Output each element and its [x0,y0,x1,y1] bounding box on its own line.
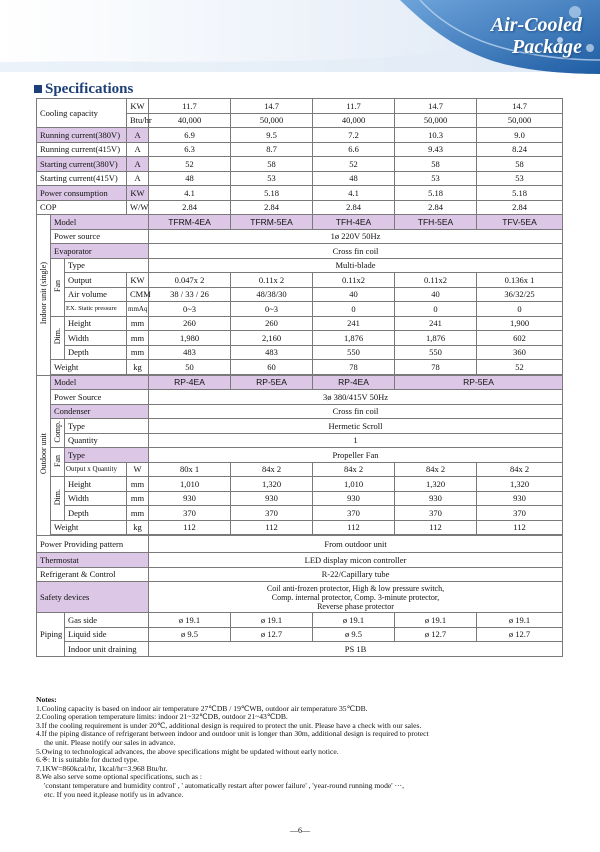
value-cell: 40,000 [313,113,395,128]
value-cell: 14.7 [231,99,313,114]
outdoor-unit-group-text: Outdoor unit [38,433,48,475]
value-cell: 1,010 [313,477,395,492]
value-cell: 52 [149,157,231,172]
value-cell: 4.1 [313,186,395,201]
unit-cell: A [127,142,149,157]
value-cell: 483 [149,345,231,360]
row-label: Height [65,316,127,331]
value-cell: 1,320 [231,477,313,492]
table-row [37,142,563,157]
banner-line1: Air-Cooled [490,14,582,36]
table-row [37,331,563,346]
table-row [37,215,563,230]
row-label: Indoor unit draining [65,642,149,657]
row-label: Power source [51,229,149,244]
value-cell: 50,000 [231,113,313,128]
fan-group-text: Fan [52,279,62,292]
value-cell: 112 [477,520,563,535]
value-cell: 241 [395,316,477,331]
value-cell: 0.11x 2 [231,273,313,288]
table-row [37,316,563,331]
value-cell: 48 [149,171,231,186]
row-label: Model [51,375,149,390]
unit-cell: KW [127,99,149,114]
note-item: 5.Owing to technological advances, the above specifications might be updated without early notice. [36,746,339,756]
page-number: —6— [290,826,310,835]
table-row [37,582,563,613]
value-cell: 53 [231,171,313,186]
value-cell: Cross fin coil [149,404,563,419]
value-cell: ø 19.1 [477,613,563,628]
value-cell: 0~3 [149,302,231,317]
row-label: Depth [65,345,127,360]
table-row [37,433,563,448]
row-label: Width [65,491,127,506]
value-cell: 2.84 [477,200,563,215]
value-cell: ø 9.5 [313,627,395,642]
notes-section [36,696,566,799]
value-cell: 6.9 [149,128,231,143]
value-cell: 930 [231,491,313,506]
value-cell: 50,000 [477,113,563,128]
row-label: Power Providing pattern [37,536,149,553]
safety-line: Reverse phase protector [317,601,394,611]
table-row [37,128,563,143]
model-cell: TFV-5EA [477,215,563,230]
note-item: the unit. Please notify our sales in advance. [44,737,176,747]
table-row [37,375,563,390]
value-cell: 6.6 [313,142,395,157]
row-label: Running current(415V) [37,142,127,157]
table-row [37,520,563,535]
note-item: 3.If the cooling requirement is under 20℃, additional design is required to protect the unit. Please have a check with our sales. [36,720,422,730]
table-row [37,258,563,273]
value-cell: 58 [231,157,313,172]
value-cell: ø 19.1 [231,613,313,628]
row-label: Model [51,215,149,230]
row-label: Height [65,477,127,492]
value-cell: 11.7 [149,99,231,114]
value-cell: ø 19.1 [313,613,395,628]
value-cell: From outdoor unit [149,536,563,553]
value-cell: 930 [313,491,395,506]
model-cell: RP-4EA [313,375,395,390]
value-cell: 360 [477,345,563,360]
value-cell: 9.43 [395,142,477,157]
value-cell: ø 9.5 [149,627,231,642]
value-cell: 1 [149,433,563,448]
value-cell: 14.7 [395,99,477,114]
value-cell: 112 [149,520,231,535]
value-cell: 2,160 [231,331,313,346]
unit-cell: Btu/hr [127,113,149,128]
value-cell: 1,900 [477,316,563,331]
value-cell: 84x 2 [477,462,563,477]
unit-cell: KW [127,273,149,288]
value-cell: 50 [149,360,231,375]
row-label: Condenser [51,404,149,419]
row-label: Liquid side [65,627,149,642]
value-cell: 84x 2 [231,462,313,477]
table-row [37,613,563,628]
square-bullet-icon [34,85,42,93]
row-label: Evaporator [51,244,149,259]
table-row [37,302,563,317]
value-cell: 40,000 [149,113,231,128]
value-cell: 0.11x2 [395,273,477,288]
table-row [37,567,563,582]
value-cell: 36/32/25 [477,287,563,302]
value-cell: 78 [313,360,395,375]
unit-cell: mm [127,316,149,331]
unit-cell: KW [127,186,149,201]
value-cell: 48 [313,171,395,186]
value-cell: 0 [395,302,477,317]
table-row [37,273,563,288]
value-cell: 9.5 [231,128,313,143]
value-cell: 5.18 [395,186,477,201]
value-cell: 52 [313,157,395,172]
table-row [37,404,563,419]
value-cell: 52 [477,360,563,375]
value-cell: 1,320 [477,477,563,492]
table-row [37,200,563,215]
value-cell: 14.7 [477,99,563,114]
model-cell: RP-4EA [149,375,231,390]
value-cell: 7.2 [313,128,395,143]
outdoor-dim-group-label [51,477,65,521]
model-cell: RP-5EA [395,375,563,390]
model-cell: TFH-5EA [395,215,477,230]
row-label: Type [65,258,149,273]
unit-cell: mm [127,477,149,492]
unit-cell: A [127,171,149,186]
value-cell: 112 [231,520,313,535]
value-cell: 8.24 [477,142,563,157]
outdoor-unit-group-label [37,375,51,536]
value-cell: R-22/Capillary tube [149,567,563,582]
value-cell: 0 [477,302,563,317]
indoor-unit-group-label [37,215,51,376]
note-item: 'constant temperature and humidity control' , ' automatically restart after power failure' , 'year-round running mode' ···, [44,780,404,790]
row-label: Power Source [51,390,149,405]
value-cell: 53 [395,171,477,186]
value-cell: 1,320 [395,477,477,492]
value-cell: PS 1B [149,642,563,657]
row-label: Air volume [65,287,127,302]
outdoor-fan-group-label [51,448,65,477]
value-cell: 0.047x 2 [149,273,231,288]
value-cell: 1,980 [149,331,231,346]
table-row [37,462,563,477]
value-cell: 5.18 [477,186,563,201]
row-label: Quantity [65,433,149,448]
unit-cell: mm [127,331,149,346]
value-cell: 370 [313,506,395,521]
value-cell: 483 [231,345,313,360]
value-cell: ø 12.7 [231,627,313,642]
section-title-text: Specifications [45,81,134,97]
note-item: etc. If you need it,please notify us in advance. [44,789,184,799]
value-cell: 550 [395,345,477,360]
unit-cell: A [127,128,149,143]
table-row [37,157,563,172]
value-cell: 1,876 [395,331,477,346]
value-cell: 930 [477,491,563,506]
unit-cell: CMM [127,287,149,302]
table-row [37,390,563,405]
unit-cell: mmAq [127,302,149,317]
table-row [37,627,563,642]
value-cell: 6.3 [149,142,231,157]
value-cell: 2.84 [231,200,313,215]
model-cell: TFH-4EA [313,215,395,230]
row-label: Gas side [65,613,149,628]
table-row [37,99,563,114]
value-cell: ø 19.1 [395,613,477,628]
table-row [37,171,563,186]
dim-group-text: Dim. [52,328,62,345]
note-item: 8.We also serve some optional specifications, such as : [36,772,202,782]
value-cell: 60 [231,360,313,375]
row-label: Depth [65,506,127,521]
row-label: Weight [51,520,127,535]
unit-cell: A [127,157,149,172]
notes-heading: Notes: [36,695,57,704]
row-label: Output [65,273,127,288]
value-cell: ø 19.1 [149,613,231,628]
banner-line2: Package [512,36,582,58]
table-row [37,186,563,201]
comp-group-label [51,419,65,448]
value-cell: Hermetic Scroll [149,419,563,434]
table-row [37,419,563,434]
value-cell: 3ø 380/415V 50Hz [149,390,563,405]
value-cell: 2.84 [149,200,231,215]
unit-cell: kg [127,520,149,535]
row-label: Refrigerant & Control [37,567,149,582]
row-label: Thermostat [37,553,149,568]
banner-title [491,14,582,58]
indoor-unit-group-text: Indoor unit (single) [38,262,48,325]
model-cell: TFRM-4EA [149,215,231,230]
value-cell: 0~3 [231,302,313,317]
table-row [37,536,563,553]
value-cell: 370 [395,506,477,521]
row-label: Output x Quantity [65,462,127,477]
value-cell: 370 [477,506,563,521]
note-item: 4.If the piping distance of refrigerant between indoor and outdoor unit is longer than 30m, additional design is required to protect [36,729,429,739]
value-cell: 38 / 33 / 26 [149,287,231,302]
row-label: Starting current(380V) [37,157,127,172]
value-cell: 78 [395,360,477,375]
value-cell: 550 [313,345,395,360]
value-cell: 50,000 [395,113,477,128]
safety-devices-value [149,582,563,613]
table-row [37,553,563,568]
table-row [37,642,563,657]
value-cell: Multi-blade [149,258,563,273]
value-cell: 241 [313,316,395,331]
row-label: EX. Static pressure [65,302,127,317]
value-cell: ø 12.7 [395,627,477,642]
table-row [37,287,563,302]
value-cell: 370 [149,506,231,521]
value-cell: ø 12.7 [477,627,563,642]
value-cell: 40 [395,287,477,302]
value-cell: 84x 2 [395,462,477,477]
value-cell: 53 [477,171,563,186]
note-item: 2.Cooling operation temperature limits: indoor 21~32℃DB, outdoor 21~43℃DB. [36,712,288,722]
specifications-table [36,98,563,657]
unit-cell: mm [127,345,149,360]
table-row [37,506,563,521]
note-item: 6.※: It is suitable for ducted type. [36,755,139,765]
model-cell: TFRM-5EA [231,215,313,230]
value-cell: 5.18 [231,186,313,201]
row-label: COP [37,200,127,215]
unit-cell: mm [127,506,149,521]
value-cell: 58 [395,157,477,172]
outdoor-fan-group-text: Fan [52,454,62,467]
note-item: 7.1KW=860kcal/hr, 1kcal/hr=3.968 Btu/hr. [36,763,168,773]
row-label: Type [65,448,149,463]
value-cell: 112 [395,520,477,535]
row-label: Starting current(415V) [37,171,127,186]
table-row [37,229,563,244]
value-cell: 0.11x2 [313,273,395,288]
outdoor-dim-group-text: Dim. [52,488,62,505]
cooling-capacity-label: Cooling capacity [37,99,127,128]
value-cell: 602 [477,331,563,346]
value-cell: 11.7 [313,99,395,114]
unit-cell: mm [127,491,149,506]
value-cell: 370 [231,506,313,521]
unit-cell: W [127,462,149,477]
value-cell: 2.84 [313,200,395,215]
row-label: Power consumption [37,186,127,201]
value-cell: 8.7 [231,142,313,157]
row-label: Type [65,419,149,434]
value-cell: 260 [149,316,231,331]
value-cell: 0 [313,302,395,317]
model-cell: RP-5EA [231,375,313,390]
value-cell: 112 [313,520,395,535]
row-label: Width [65,331,127,346]
value-cell: 0.136x 1 [477,273,563,288]
value-cell: 930 [395,491,477,506]
value-cell: 1,876 [313,331,395,346]
value-cell: 260 [231,316,313,331]
table-row [37,345,563,360]
dim-group-label [51,316,65,360]
safety-line: Comp. internal protector, Comp. 3-minute protector, [271,592,440,602]
value-cell: LED display micon controller [149,553,563,568]
fan-group-label [51,258,65,316]
table-row [37,448,563,463]
value-cell: 2.84 [395,200,477,215]
table-row [37,477,563,492]
row-label: Running current(380V) [37,128,127,143]
row-label: Weight [51,360,127,375]
section-title [34,81,133,98]
table-row [37,244,563,259]
unit-cell: W/W [127,200,149,215]
note-item: 1.Cooling capacity is based on indoor air temperature 27℃DB / 19℃WB, outdoor air temperature 35℃DB. [36,703,368,713]
value-cell: 58 [477,157,563,172]
value-cell: 40 [313,287,395,302]
value-cell: 9.0 [477,128,563,143]
unit-cell: kg [127,360,149,375]
value-cell: 4.1 [149,186,231,201]
value-cell: 1,010 [149,477,231,492]
table-row [37,360,563,375]
comp-group-text: Comp. [52,420,62,443]
value-cell: 10.3 [395,128,477,143]
value-cell: 84x 2 [313,462,395,477]
row-label: Safety devices [37,582,149,613]
safety-line: Coil anti-frozen protector, High & low pressure switch, [266,583,445,593]
value-cell: Cross fin coil [149,244,563,259]
value-cell: 80x 1 [149,462,231,477]
value-cell: 1ø 220V 50Hz [149,229,563,244]
value-cell: 48/38/30 [231,287,313,302]
value-cell: Propeller Fan [149,448,563,463]
table-row [37,491,563,506]
piping-label: Piping [37,613,65,657]
value-cell: 930 [149,491,231,506]
